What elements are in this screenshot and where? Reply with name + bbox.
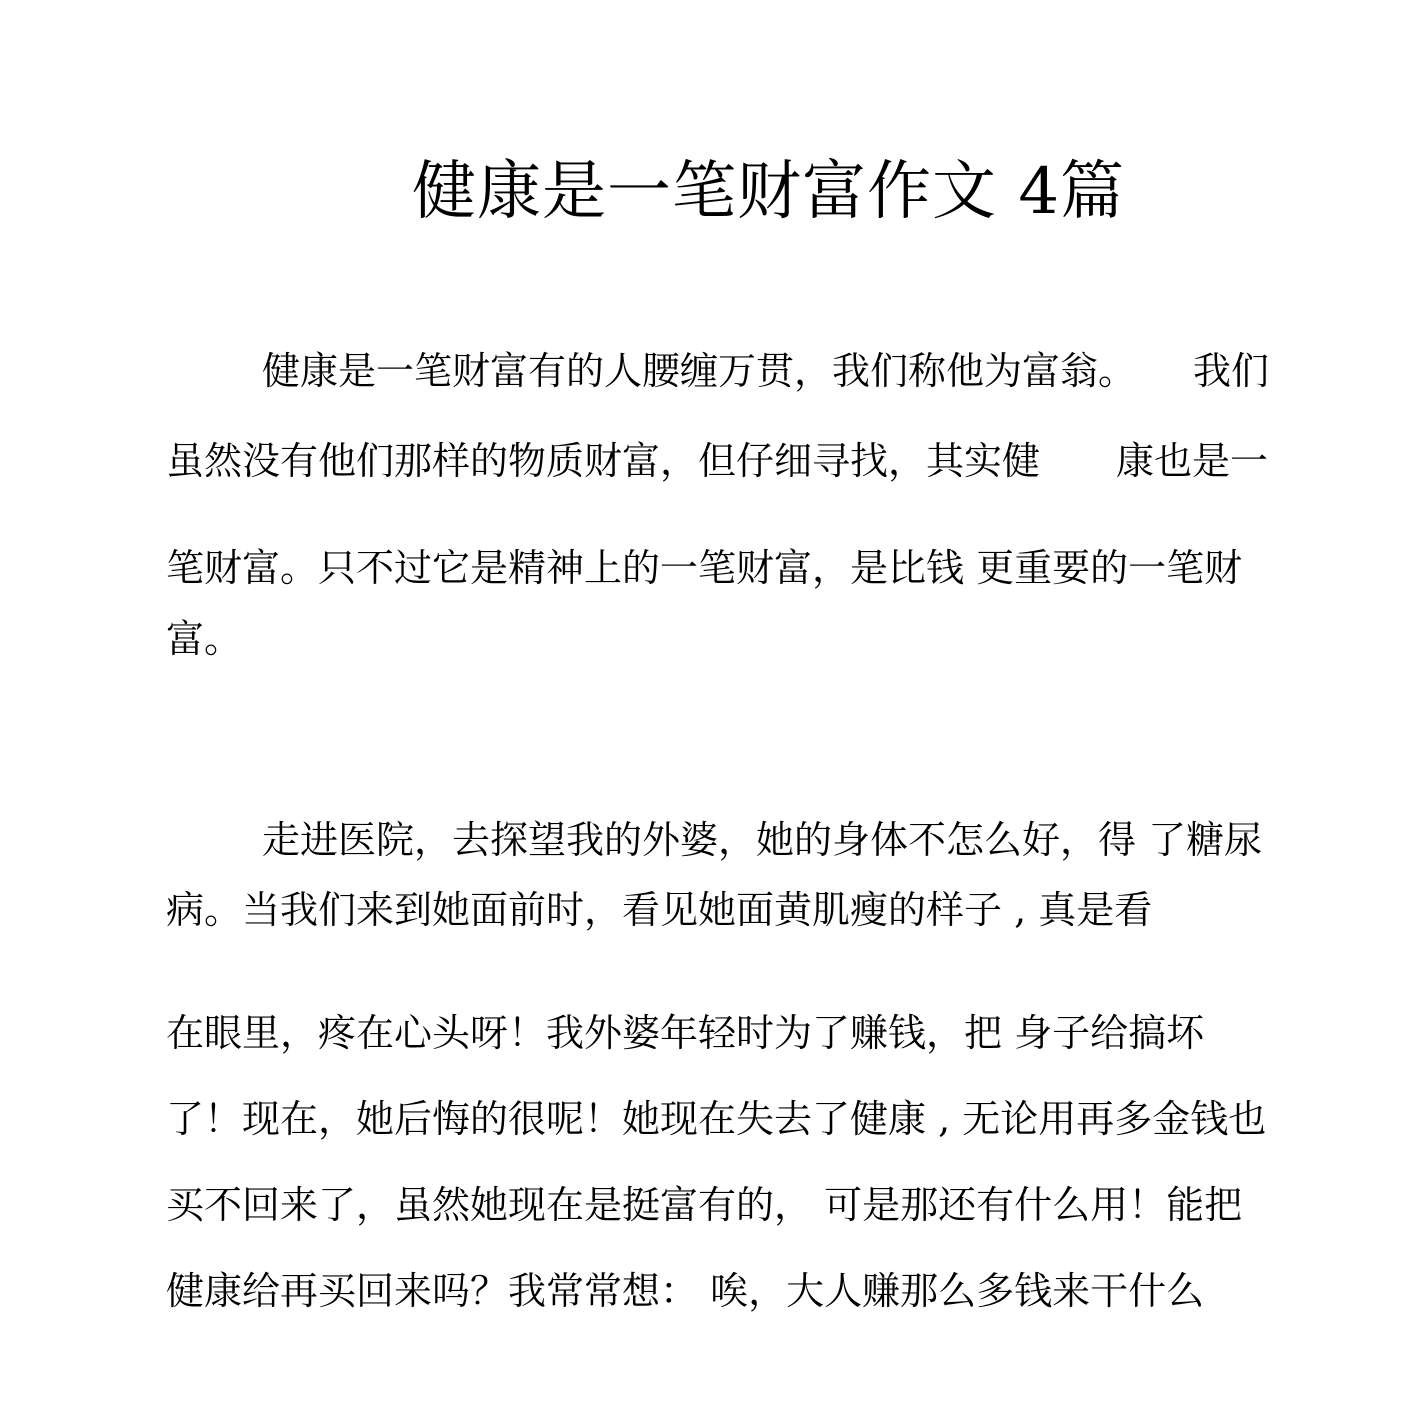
paragraph-2-line-2: 病。当我们来到她面前时，看见她面黄肌瘦的样子 , 真是看 [166, 888, 1153, 932]
paragraph-2-line-5: 买不回来了，虽然她现在是挺富有的， 可是那还有什么用！能把 [166, 1183, 1243, 1227]
paragraph-1-line-1: 健康是一笔财富有的人腰缠万贯，我们称他为富翁。 我们 [262, 349, 1270, 393]
paragraph-1-line-2: 虽然没有他们那样的物质财富，但仔细寻找，其实健 康也是一 [166, 439, 1269, 483]
paragraph-1-line-4: 富。 [166, 617, 243, 661]
paragraph-1-line-3: 笔财富。只不过它是精神上的一笔财富，是比钱 更重要的一笔财 [166, 546, 1243, 590]
paragraph-2-line-6: 健康给再买回来吗？我常常想： 唉，大人赚那么多钱来干什么 [166, 1269, 1205, 1313]
paragraph-2-line-4: 了！现在，她后悔的很呢！她现在失去了健康 , 无论用再多金钱也 [166, 1097, 1267, 1141]
paragraph-2-line-3: 在眼里，疼在心头呀！我外婆年轻时为了赚钱，把 身子给搞坏 [166, 1011, 1205, 1055]
document-title: 健康是一笔财富作文 4篇 [412, 155, 1126, 229]
paragraph-2-line-1: 走进医院，去探望我的外婆，她的身体不怎么好，得 了糖尿 [262, 818, 1263, 862]
